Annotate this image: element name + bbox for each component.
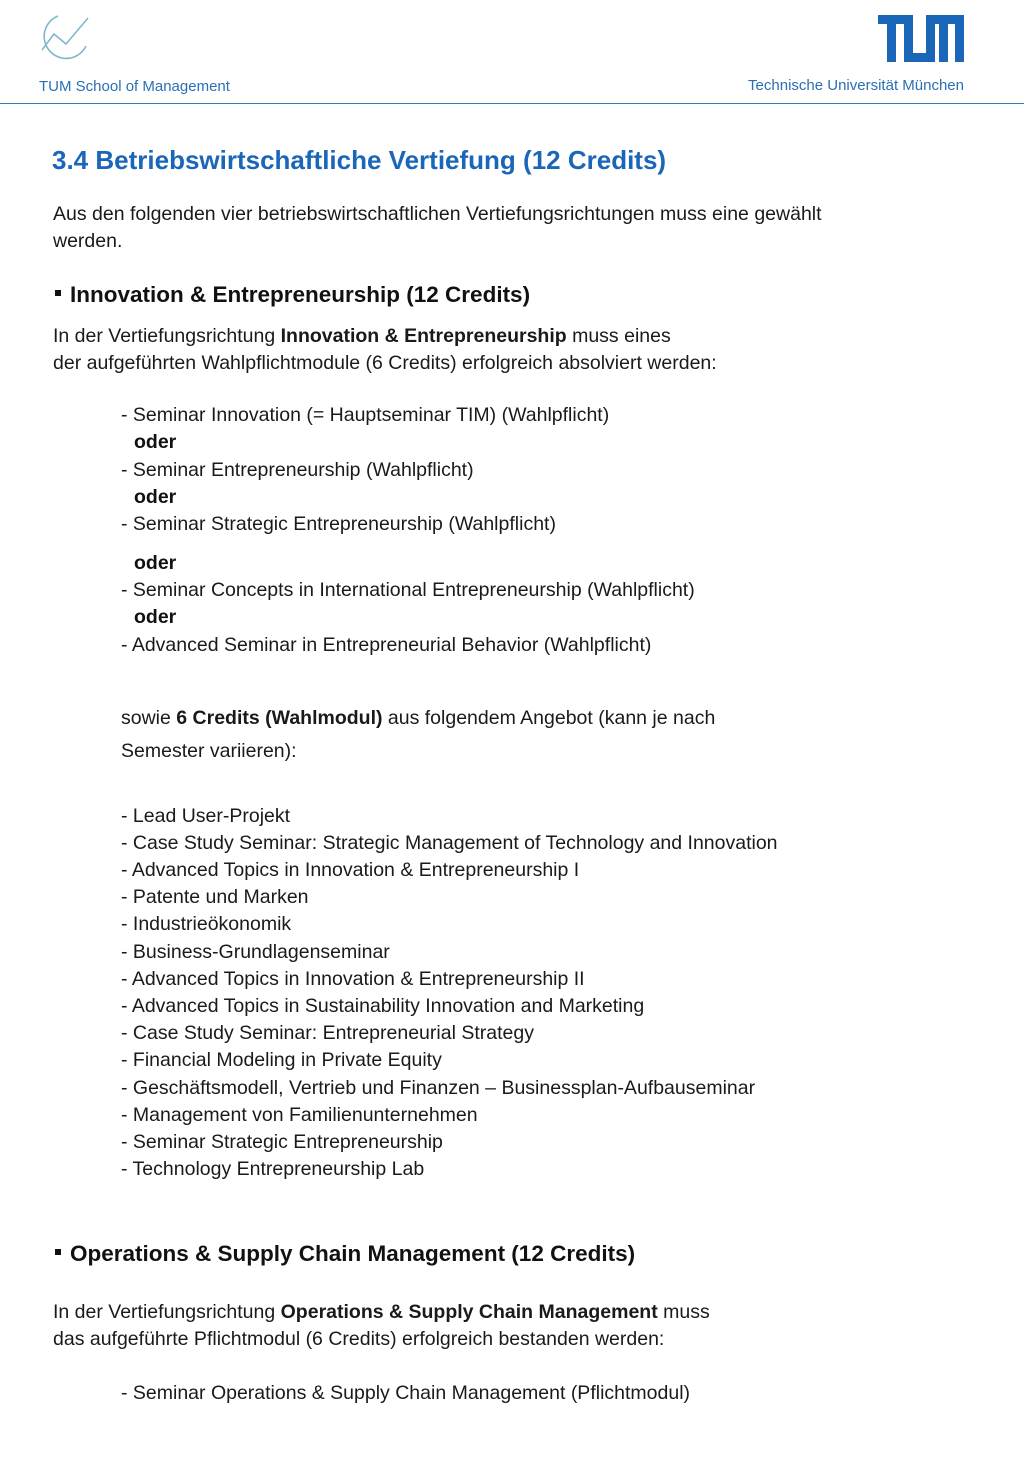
elective-intro-post: aus folgendem Angebot (kann je nach bbox=[382, 707, 716, 729]
elective-option: - Industrieökonomik bbox=[121, 913, 292, 935]
intro-line-1: Aus den folgenden vier betriebswirtschaftlichen Vertiefungsrichtungen muss eine gewählt bbox=[53, 203, 822, 225]
required-option: - Seminar Entrepreneurship (Wahlpflicht) bbox=[121, 459, 474, 481]
bullet-icon bbox=[55, 290, 61, 296]
elective-option: - Seminar Strategic Entrepreneurship bbox=[121, 1131, 443, 1153]
elective-option: - Case Study Seminar: Entrepreneurial Strategy bbox=[121, 1022, 534, 1044]
elective-option: - Lead User-Projekt bbox=[121, 805, 291, 827]
or-label: oder bbox=[134, 606, 177, 628]
elective-option: - Patente und Marken bbox=[121, 886, 309, 908]
innovation-desc-pre: In der Vertiefungsrichtung bbox=[53, 325, 281, 347]
tum-management-chart-logo-icon bbox=[36, 10, 92, 66]
elective-intro-line-2: Semester variieren): bbox=[121, 740, 297, 762]
operations-desc-pre: In der Vertiefungsrichtung bbox=[53, 1301, 281, 1323]
required-option: - Seminar Concepts in International Entrepreneurship (Wahlpflicht) bbox=[121, 579, 695, 601]
elective-option: - Advanced Topics in Sustainability Innovation and Marketing bbox=[121, 995, 645, 1017]
tum-wordmark-logo-icon bbox=[878, 15, 964, 62]
elective-option: - Management von Familienunternehmen bbox=[121, 1104, 478, 1126]
required-option: - Seminar Strategic Entrepreneurship (Wahlpflicht) bbox=[121, 513, 556, 535]
innovation-desc-post: muss eines bbox=[566, 325, 671, 347]
bullet-icon bbox=[55, 1249, 61, 1255]
operations-desc-line-2: das aufgeführte Pflichtmodul (6 Credits) erfolgreich bestanden werden: bbox=[53, 1328, 665, 1350]
page-title: 3.4 Betriebswirtschaftliche Vertiefung (12 Credits) bbox=[52, 145, 667, 175]
innovation-desc-line-1 bbox=[53, 323, 671, 350]
elective-option: - Technology Entrepreneurship Lab bbox=[121, 1158, 425, 1180]
elective-option: - Financial Modeling in Private Equity bbox=[121, 1049, 442, 1071]
operations-required-module: - Seminar Operations & Supply Chain Management (Pflichtmodul) bbox=[121, 1382, 691, 1404]
or-label: oder bbox=[134, 431, 177, 453]
innovation-heading-text: Innovation & Entrepreneurship (12 Credits) bbox=[70, 282, 531, 307]
elective-option: - Case Study Seminar: Strategic Management of Technology and Innovation bbox=[121, 832, 778, 854]
operations-desc-bold: Operations & Supply Chain Management bbox=[280, 1301, 658, 1323]
required-option: - Advanced Seminar in Entrepreneurial Behavior (Wahlpflicht) bbox=[121, 634, 652, 656]
elective-option: - Geschäftsmodell, Vertrieb und Finanzen – Businessplan-Aufbauseminar bbox=[121, 1077, 756, 1099]
school-name: TUM School of Management bbox=[39, 78, 230, 95]
university-name: Technische Universität München bbox=[748, 77, 964, 94]
operations-heading bbox=[55, 1241, 635, 1267]
elective-option: - Advanced Topics in Innovation & Entrepreneurship II bbox=[121, 968, 585, 990]
operations-heading-text: Operations & Supply Chain Management (12 Credits) bbox=[70, 1241, 636, 1266]
elective-intro-line-1 bbox=[121, 705, 715, 732]
innovation-heading bbox=[55, 282, 530, 308]
elective-option: - Advanced Topics in Innovation & Entrepreneurship I bbox=[121, 859, 580, 881]
or-label: oder bbox=[134, 486, 177, 508]
elective-intro-bold: 6 Credits (Wahlmodul) bbox=[176, 707, 383, 729]
operations-desc-line-1 bbox=[53, 1299, 710, 1326]
operations-desc-post: muss bbox=[657, 1301, 710, 1323]
innovation-desc-bold: Innovation & Entrepreneurship bbox=[280, 325, 567, 347]
innovation-desc-line-2: der aufgeführten Wahlpflichtmodule (6 Credits) erfolgreich absolviert werden: bbox=[53, 352, 717, 374]
page-header bbox=[0, 0, 1024, 104]
elective-option: - Business-Grundlagenseminar bbox=[121, 941, 390, 963]
required-option: - Seminar Innovation (= Hauptseminar TIM) (Wahlpflicht) bbox=[121, 404, 610, 426]
intro-line-2: werden. bbox=[53, 230, 123, 252]
elective-intro-pre: sowie bbox=[121, 707, 177, 729]
or-label: oder bbox=[134, 552, 177, 574]
